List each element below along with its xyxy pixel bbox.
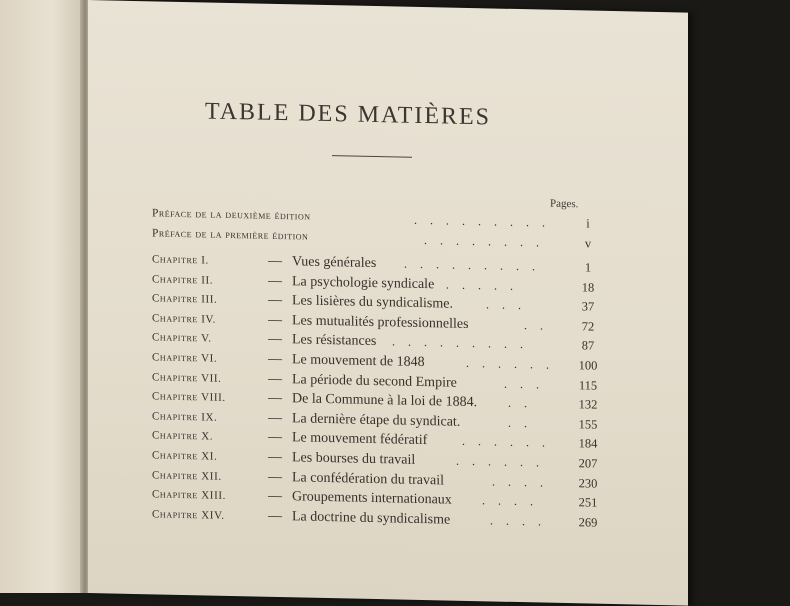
- pages-column-header: Pages.: [550, 197, 579, 211]
- dot-leader: . . . . . .: [466, 355, 554, 372]
- em-dash: —: [268, 508, 282, 524]
- chapter-title: De la Commune à la loi de 1884.: [292, 391, 478, 411]
- page-number: i: [586, 216, 590, 231]
- preface-label: Préface de la deuxième édition: [152, 207, 311, 223]
- page-number: 251: [578, 495, 598, 510]
- chapter-label: Chapitre VII.: [152, 370, 222, 385]
- dot-leader: . . . . . .: [462, 434, 550, 451]
- em-dash: —: [268, 273, 282, 289]
- page-number: 132: [578, 397, 598, 412]
- chapter-title: La dernière étape du syndicat.: [292, 411, 461, 430]
- em-dash: —: [268, 332, 282, 348]
- chapter-label: Chapitre I.: [152, 253, 209, 267]
- chapter-title: La psychologie syndicale: [292, 273, 435, 292]
- chapter-label: Chapitre XIV.: [152, 508, 225, 522]
- dot-leader: . . . . . . . .: [424, 233, 544, 250]
- chapter-title: La confédération du travail: [292, 469, 444, 489]
- title-rule: [332, 155, 412, 158]
- preface-label: Préface de la première édition: [152, 227, 309, 243]
- em-dash: —: [268, 410, 282, 426]
- chapter-title: La période du second Empire: [292, 371, 457, 391]
- em-dash: —: [268, 449, 282, 466]
- page-number: 37: [581, 299, 595, 314]
- chapter-title: La doctrine du syndicalisme: [292, 509, 451, 528]
- chapter-title: Les résistances: [292, 332, 377, 350]
- chapter-label: Chapitre XII.: [152, 468, 222, 483]
- page-number: 72: [581, 319, 595, 334]
- dot-leader: . . . . . .: [456, 453, 544, 470]
- page-number: 184: [578, 436, 598, 452]
- em-dash: —: [268, 351, 282, 368]
- page-number: 155: [578, 417, 598, 432]
- page-number: 18: [581, 279, 595, 295]
- em-dash: —: [268, 390, 282, 407]
- dot-leader: . . .: [504, 376, 544, 392]
- chapter-label: Chapitre XI.: [152, 449, 218, 463]
- dot-leader: . .: [508, 395, 532, 411]
- dot-leader: . . . .: [482, 493, 538, 509]
- facing-page: [0, 0, 86, 593]
- em-dash: —: [268, 430, 282, 446]
- dot-leader: . . . . . . . . .: [414, 212, 550, 230]
- dot-leader: . . . . . . . . .: [404, 256, 540, 274]
- chapter-title: Vues générales: [292, 254, 377, 272]
- em-dash: —: [268, 488, 282, 505]
- page-title: TABLE DES MATIÈRES: [204, 98, 492, 131]
- page-number: 87: [581, 338, 595, 353]
- page-number: 207: [578, 456, 598, 471]
- chapter-label: Chapitre II.: [152, 272, 214, 287]
- chapter-label: Chapitre XIII.: [152, 488, 226, 503]
- em-dash: —: [268, 312, 282, 328]
- page-number: 269: [578, 515, 598, 530]
- book-page: [88, 0, 688, 606]
- chapter-label: Chapitre V.: [152, 331, 212, 345]
- chapter-title: Les bourses du travail: [292, 450, 416, 468]
- dot-leader: . . . .: [492, 474, 548, 490]
- dot-leader: . . .: [486, 297, 526, 313]
- chapter-label: Chapitre VI.: [152, 351, 218, 365]
- dot-leader: . . . . . . . . .: [392, 334, 528, 352]
- dot-leader: . .: [524, 317, 548, 333]
- chapter-label: Chapitre IX.: [152, 410, 218, 424]
- page-number: 230: [578, 475, 598, 491]
- chapter-title: Les lisières du syndicalisme.: [292, 293, 453, 312]
- chapter-title: Le mouvement de 1848: [292, 352, 425, 371]
- dot-leader: . .: [508, 415, 532, 431]
- chapter-label: Chapitre IV.: [152, 312, 217, 326]
- em-dash: —: [268, 292, 282, 309]
- chapter-label: Chapitre X.: [152, 429, 214, 444]
- chapter-title: Le mouvement fédératif: [292, 430, 428, 449]
- chapter-label: Chapitre III.: [152, 292, 218, 306]
- chapter-title: Groupements internationaux: [292, 489, 452, 508]
- page-number: 1: [584, 260, 592, 275]
- chapter-label: Chapitre VIII.: [152, 390, 226, 405]
- page-number: 100: [578, 358, 598, 373]
- chapter-title: Les mutualités professionnelles: [292, 313, 469, 332]
- dot-leader: . . . .: [490, 513, 546, 529]
- page-number: v: [584, 236, 592, 251]
- dot-leader: . . . . .: [446, 277, 518, 293]
- em-dash: —: [268, 253, 282, 270]
- em-dash: —: [268, 469, 282, 485]
- em-dash: —: [268, 371, 282, 387]
- page-number: 115: [578, 377, 598, 393]
